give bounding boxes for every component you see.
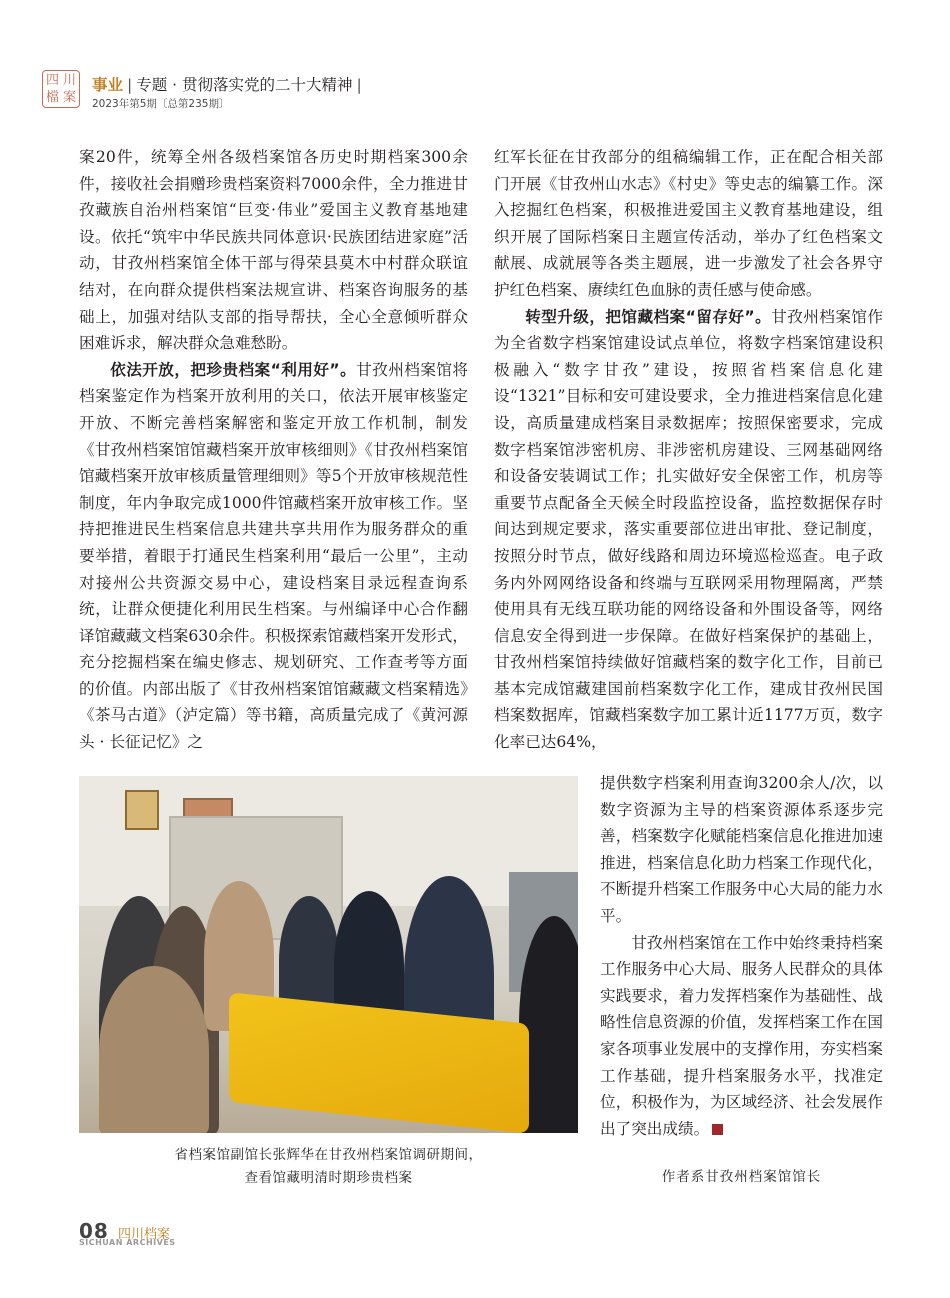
page-number: 08	[79, 1219, 109, 1243]
end-of-article-mark	[712, 1124, 723, 1135]
seal-char-4: 案	[62, 90, 76, 105]
paragraph-body: 甘孜州档案馆将档案鉴定作为档案开放利用的关口，依法开展审核鉴定开放、不断完善档案解密和鉴定开放工作机制，制发《甘孜州档案馆馆藏档案开放审核细则》《甘孜州档案馆馆藏档案开放审核质量管理细则》等5个开放审核规范性制度，年内争取完成1000件馆藏档案开放审核工作。坚持把推进民生档案信息共建共享共用作为服务群众的重要举措，着眼于打通民生档案利用“最后一公里”，主动对接州公共资源交易中心，建设档案目录远程查询系统，让群众便捷化利用民生档案。与州编译中心合作翻译馆藏藏文档案630余件。积极探索馆藏档案开发形式，充分挖掘档案在编史修志、规划研究、工作查考等方面的价值。内部出版了《甘孜州档案馆馆藏藏文档案精选》《茶马古道》（泸定篇）等书籍，高质量完成了《黄河源头 · 长征记忆》之	[79, 360, 468, 752]
photo-caption-line-1: 省档案馆副馆长张辉华在甘孜州档案馆调研期间，	[174, 1147, 483, 1163]
seal-char-3: 檔	[45, 90, 59, 105]
running-header	[92, 73, 366, 95]
magazine-name-en: SICHUAN ARCHIVES	[79, 1238, 176, 1247]
article-photo	[79, 776, 578, 1133]
magazine-name: 四川档案	[118, 1227, 171, 1242]
seal-char-2: 川	[62, 73, 76, 88]
paragraph-heading: 转型升级，把馆藏档案“留存好”。	[525, 307, 772, 326]
seal-char-1: 四	[45, 73, 59, 88]
photo-person	[99, 966, 209, 1133]
photo-portrait-frame	[125, 790, 159, 830]
left-text-column	[79, 144, 468, 768]
paragraph-red-archives: 红军长征在甘孜部分的组稿编辑工作，正在配合相关部门开展《甘孜州山水志》《村史》等史志的编纂工作。深入挖掘红色档案，积极推进爱国主义教育基地建设，组织开展了国际档案日主题宣传活动，举办了红色档案文献展、成就展等各类主题展，进一步激发了社会各界守护红色档案、赓续红色血脉的责任感与使命感。	[494, 148, 883, 299]
author-note: 作者系甘孜州档案馆馆长	[661, 1169, 822, 1185]
right-text-column	[494, 144, 883, 770]
paragraph-body: 甘孜州档案馆作为全省数字档案馆建设试点单位，将数字档案馆建设积极融入“数字甘孜”建设，按照省档案信息化建设“1321”目标和安可建设要求，全力推进档案信息化建设，高质量建成档案目录数据库；按照保密要求，完成数字档案馆涉密机房、非涉密机房建设、三网基础网络和设备安装调试工作；扎实做好安全保密工作，机房等重要节点配备全天候全时段监控设备，监控数据保存时间达到规定要求，落实重要部位进出审批、登记制度，按照分时节点，做好线路和周边环境巡检巡查。电子政务内外网网络设备和终端与互联网采用物理隔离，严禁使用具有无线互联功能的网络设备和外围设备等，网络信息安全得到进一步保障。在做好档案保护的基础上，甘孜州档案馆持续做好馆藏档案的数字化工作，目前已基本完成馆藏建国前档案数字化工作，建成甘孜州民国档案数据库，馆藏档案数字加工累计近1177万页，数字化率已达64%，	[494, 307, 883, 752]
paragraph-body: 甘孜州档案馆在工作中始终秉持档案工作服务中心大局、服务人民群众的具体实践要求，着力发挥档案作为基础性、战略性信息资源的价值，发挥档案工作在国家各项事业发展中的支撑作用，夯实档案工作基础，提升档案服务水平，找准定位，积极作为，为区域经济、社会发展作出了突出成绩。	[600, 933, 883, 1138]
header-separator-end: |	[356, 76, 362, 94]
paragraph-open-access	[79, 357, 468, 756]
paragraph-conclusion	[600, 930, 883, 1143]
section-label: 事业	[92, 76, 124, 94]
paragraph-digital-upgrade	[494, 304, 883, 756]
paragraph-heading: 依法开放，把珍贵档案“利用好”。	[110, 360, 357, 379]
paragraph-continued: 案20件，统筹全州各级档案馆各历史时期档案300余件，接收社会捐赠珍贵档案资料7000余件，全力推进甘孜藏族自治州档案馆“巨变·伟业”爱国主义教育基地建设。依托“筑牢中华民族共同体意识·民族团结进家庭”活动，甘孜州档案馆全体干部与得荣县莫木中村群众联谊结对，在向群众提供档案法规宣讲、档案咨询服务的基础上，加强对结队支部的指导帮扶，全心全意倾听群众困难诉求，解决群众急难愁盼。	[79, 148, 468, 353]
topic-label: 专题 · 贯彻落实党的二十大精神	[136, 76, 353, 94]
paragraph-continued: 提供数字档案利用查询3200余人/次，以数字资源为主导的档案资源体系逐步完善，档案数字化赋能档案信息化推进加速推进，档案信息化助力档案工作现代化，不断提升档案工作服务中心大局的能力水平。	[600, 774, 883, 925]
right-lower-text-column	[600, 770, 883, 1160]
photo-caption-line-2: 查看馆藏明清时期珍贵档案	[244, 1170, 413, 1186]
magazine-seal-logo	[42, 70, 80, 108]
header-separator: |	[127, 76, 133, 94]
issue-info: 2023年第5期〔总第235期〕	[92, 98, 230, 110]
